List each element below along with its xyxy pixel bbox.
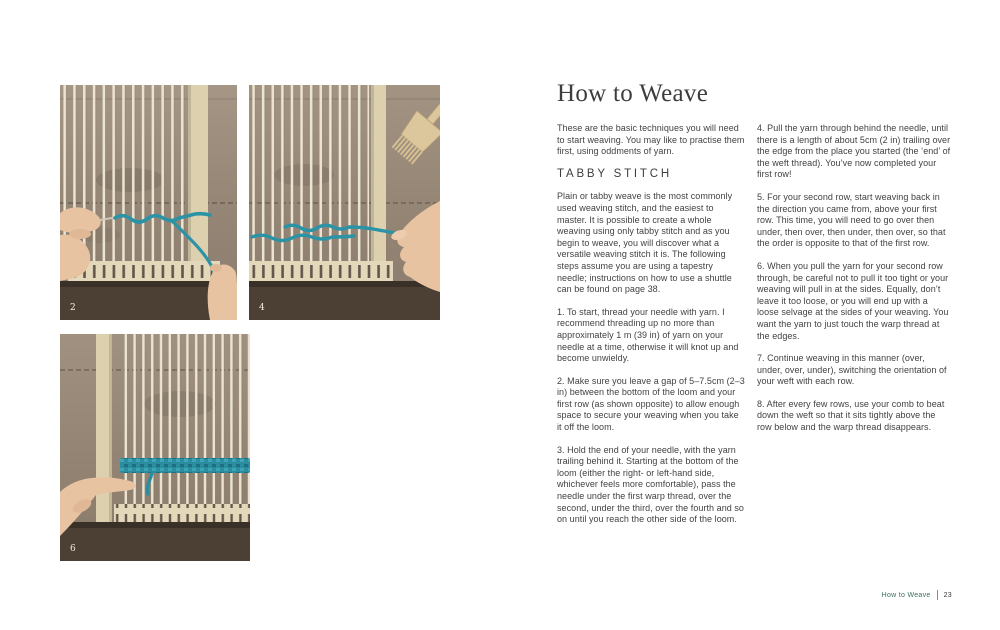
- loom-teeth-bar: [68, 261, 220, 281]
- step-3: 3. Hold the end of your needle, with the yarn trailing behind it. Starting at the bottom of the loom (either the right- or left-hand side, whichever feels more comfortable), pass the needle under the first warp thread, over the second, under the third, over the fourth and so on until you reach the other side of the loom.: [557, 444, 744, 525]
- step-4: 4. Pull the yarn through behind the needle, until there is a length of about 5cm (2 in) trailing over the edge from the place you started (the ‘end’ of the weft thread). You’ve now completed your first row!: [757, 123, 951, 180]
- step-6: 6. When you pull the yarn for your second row through, be careful not to pull it too tight or your weaving will pull in at the sides. Equally, don’t leave it too loose, or you will end up with a loose selvage at the sides of your weaving. You want the yarn to just touch the warp thread at the edges.: [757, 260, 949, 341]
- woven-weft-band: [120, 458, 250, 473]
- step-8: 8. After every few rows, use your comb to beat down the weft so that it sits tightly above the row below and the warp thread disappears.: [757, 398, 945, 433]
- loom-photo-illustration: [60, 85, 237, 320]
- photo-step-6: [60, 334, 250, 561]
- text-column-2: [757, 123, 951, 445]
- running-footer: [882, 590, 952, 600]
- photo-number: 4: [259, 303, 265, 313]
- loom-teeth-bar: [249, 261, 393, 281]
- warp-threads: [120, 334, 250, 504]
- step-7: 7. Continue weaving in this manner (over, under, over, under), switching the orientation of your weft with each row.: [757, 353, 947, 387]
- photo-step-2: [60, 85, 237, 320]
- page-title: How to Weave: [557, 80, 709, 107]
- footer-divider: [937, 590, 938, 600]
- loom-photo-illustration: [249, 85, 440, 320]
- section-body: Plain or tabby weave is the most commonly used weaving stitch, and the easiest to master. It is possible to create a whole weaving using only tabby stitch and as you begin to weave, you will discover what a versatile weaving stitch it is. The following steps assume you are using a tapestry needle; instructions on how to use a shuttle can be found on page 38.: [557, 191, 733, 295]
- photo-step-4: [249, 85, 440, 320]
- section-heading: TABBY STITCH: [557, 167, 672, 180]
- step-5: 5. For your second row, start weaving back in the direction you came from, above your first row. This time, you will need to go over then under, then over, then under, then over, so that the order is opposite to that of the first row.: [757, 191, 946, 249]
- loom-teeth-bar: [114, 504, 250, 522]
- loom-photo-illustration: [60, 334, 250, 561]
- intro-paragraph: These are the basic techniques you will need to start weaving. You may like to practise them first, using oddments of yarn.: [557, 123, 745, 157]
- text-column-1: [557, 123, 745, 537]
- footer-chapter-label: How to Weave: [881, 591, 931, 599]
- step-1: 1. To start, thread your needle with yarn. I recommend threading up no more than approximately 1 m (39 in) of yarn on your needle at a time, otherwise it will knot up and become unwieldy.: [557, 306, 739, 364]
- photo-number: 6: [70, 544, 76, 554]
- photo-number: 2: [70, 303, 76, 313]
- footer-page-number: 23: [943, 591, 952, 599]
- step-2: 2. Make sure you leave a gap of 5–7.5cm (2–3 in) between the bottom of the loom and your first row (as shown opposite) to allow enough space to secure your weaving when you take it off the loom.: [557, 375, 745, 433]
